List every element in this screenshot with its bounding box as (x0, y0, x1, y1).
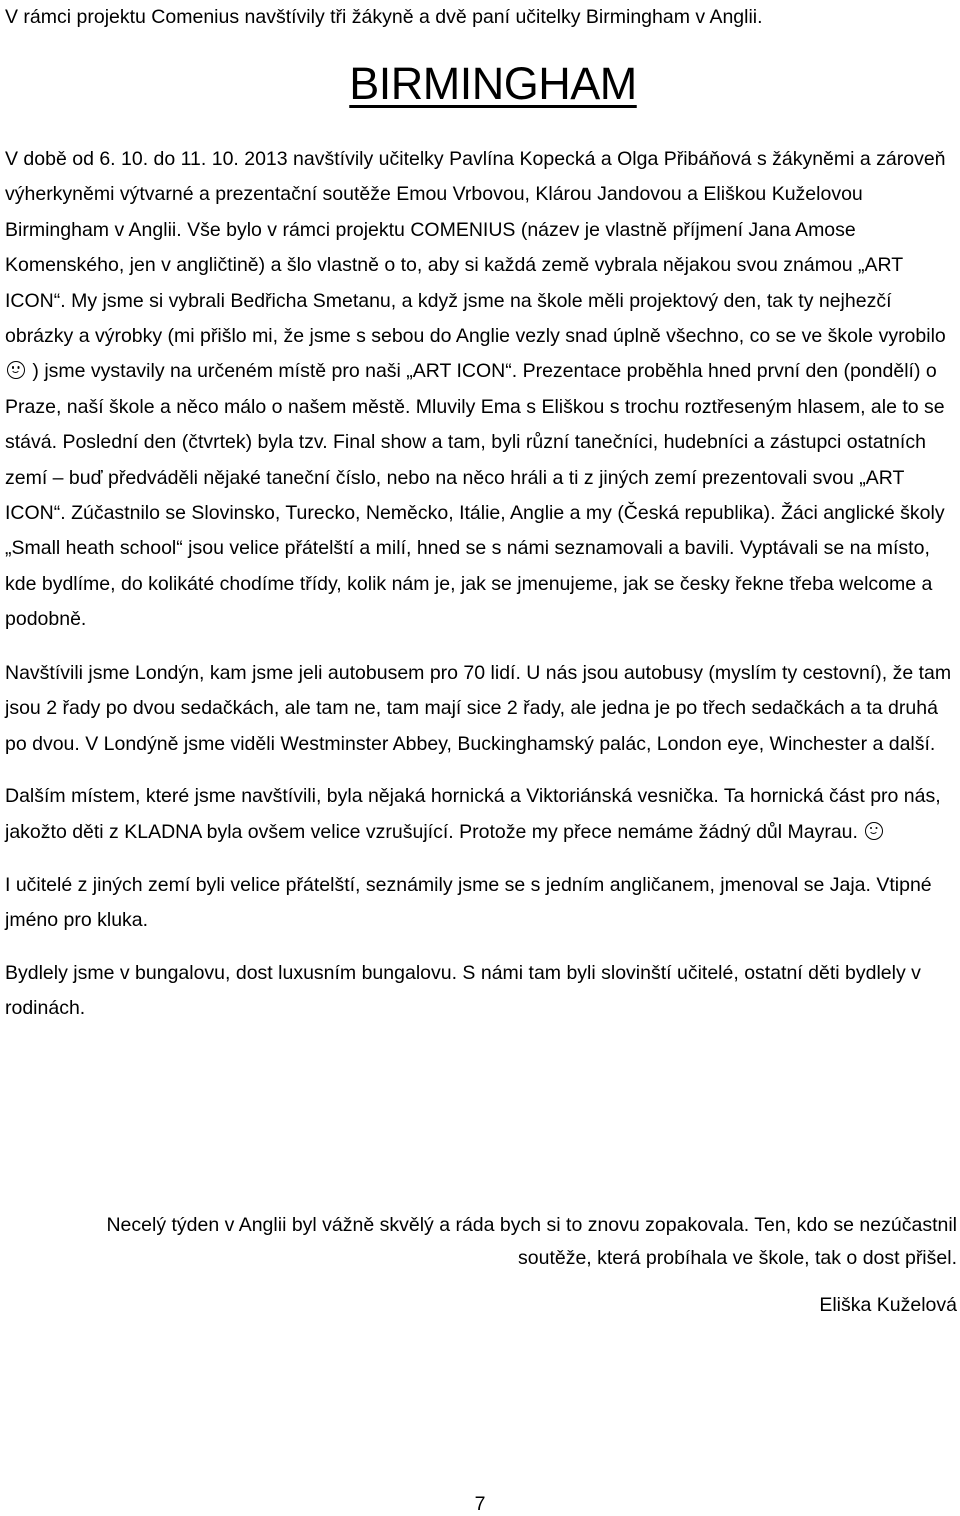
paragraph-4: I učitelé z jiných zemí byli velice přátelští, seznámily jsme se s jedním angličanem, jmenoval se Jaja. Vtipné jméno pro kluka. (5, 873, 932, 932)
closing-statement: Necelý týden v Anglii byl vážně skvělý a ráda bych si to znovu zopakovala. Ten, kdo se nezúčastnil soutěže, která probíhala ve škole, tak o dost přišel. (106, 1214, 957, 1269)
smiley-face-icon (865, 822, 883, 840)
paragraph-1-part-a: V době od 6. 10. do 11. 10. 2013 navštívily učitelky Pavlína Kopecká a Olga Přibáňová s žákyněmi a zároveň výherkyněmi výtvarné a prezentační soutěže Emou Vrbovou, Klárou Jandovou a Eliškou Kuželovou Birmingham v Anglii. (5, 148, 946, 241)
paragraph-3 (5, 779, 957, 850)
author-signature: Eliška Kuželová (819, 1294, 957, 1316)
paragraph-1-part-c: ) jsme vystavily na určeném místě pro naši „ART ICON“. Prezentace proběhla hned první den (pondělí) o Praze, naší škole a něco málo o našem městě. Mluvily Ema s Eliškou s trochu roztřeseným hlasem, ale to se stává. Poslední den (čtvrtek) byla tzv. Final show a tam, byli různí tanečníci, hudebníci a zástupci ostatních zemí – buď předváděli nějaké taneční číslo, nebo na něco hráli a ti z jiných zemí prezentovali svou „ART ICON“. Zúčastnilo se Slovinsko, Turecko, Neměcko, Itálie, Anglie a my (Česká republika). Žáci anglické školy „Small heath school“ jsou velice přátelští a milí, hned se s námi seznamovali a bavili. Vyptávali se na místo, kde bydlíme, do kolikáté chodíme třídy, kolik nám je, jak se jmenujeme, jak se česky řekne třeba welcome a podobně. (5, 360, 945, 631)
paragraph-5: Bydlely jsme v bungalovu, dost luxusním bungalovu. S námi tam byli slovinští učitelé, ostatní děti bydlely v rodinách. (5, 962, 921, 1020)
paragraph-3-text: Dalším místem, které jsme navštívili, byla nějaká hornická a Viktoriánská vesnička. Ta hornická část pro nás, jakožto děti z KLADNA byla ovšem velice vzrušující. Protože my přece nemáme žádný důl Mayrau. (5, 785, 941, 843)
paragraph-1 (5, 142, 957, 638)
smiley-face-icon (7, 361, 25, 379)
title-text: BIRMINGHAM (349, 58, 637, 109)
page-title (5, 52, 960, 116)
article-body (5, 142, 957, 1027)
paragraph-2: Navštívili jsme Londýn, kam jsme jeli autobusem pro 70 lidí. U nás jsou autobusy (myslím ty cestovní), že tam jsou 2 řady po dvou sedačkách, ale tam ne, tam mají sice 2 řady, ale jedna je po třech sedačkách a ta druhá po dvou. V Londýně jsme viděli Westminster Abbey, Buckinghamský palác, London eye, Winchester a další. (5, 661, 952, 755)
page-number: 7 (474, 1493, 486, 1515)
paragraph-1-part-b: Vše bylo v rámci projektu COMENIUS (název je vlastně příjmení Jana Amose Komenského, jen v angličtině) a šlo vlastně o to, aby si každá země vybrala nějakou svou známou „ART ICON“. My jsme si vybrali Bedřicha Smetanu, a když jsme na škole měli projektový den, tak ty nejhezčí obrázky a výrobky (mi přišlo mi, že jsme s sebou do Anglie vezly snad úplně všechno, co se ve škole vyrobilo (5, 218, 946, 348)
intro-line: V rámci projektu Comenius navštívily tři žákyně a dvě paní učitelky Birmingham v Anglii. (5, 6, 763, 28)
